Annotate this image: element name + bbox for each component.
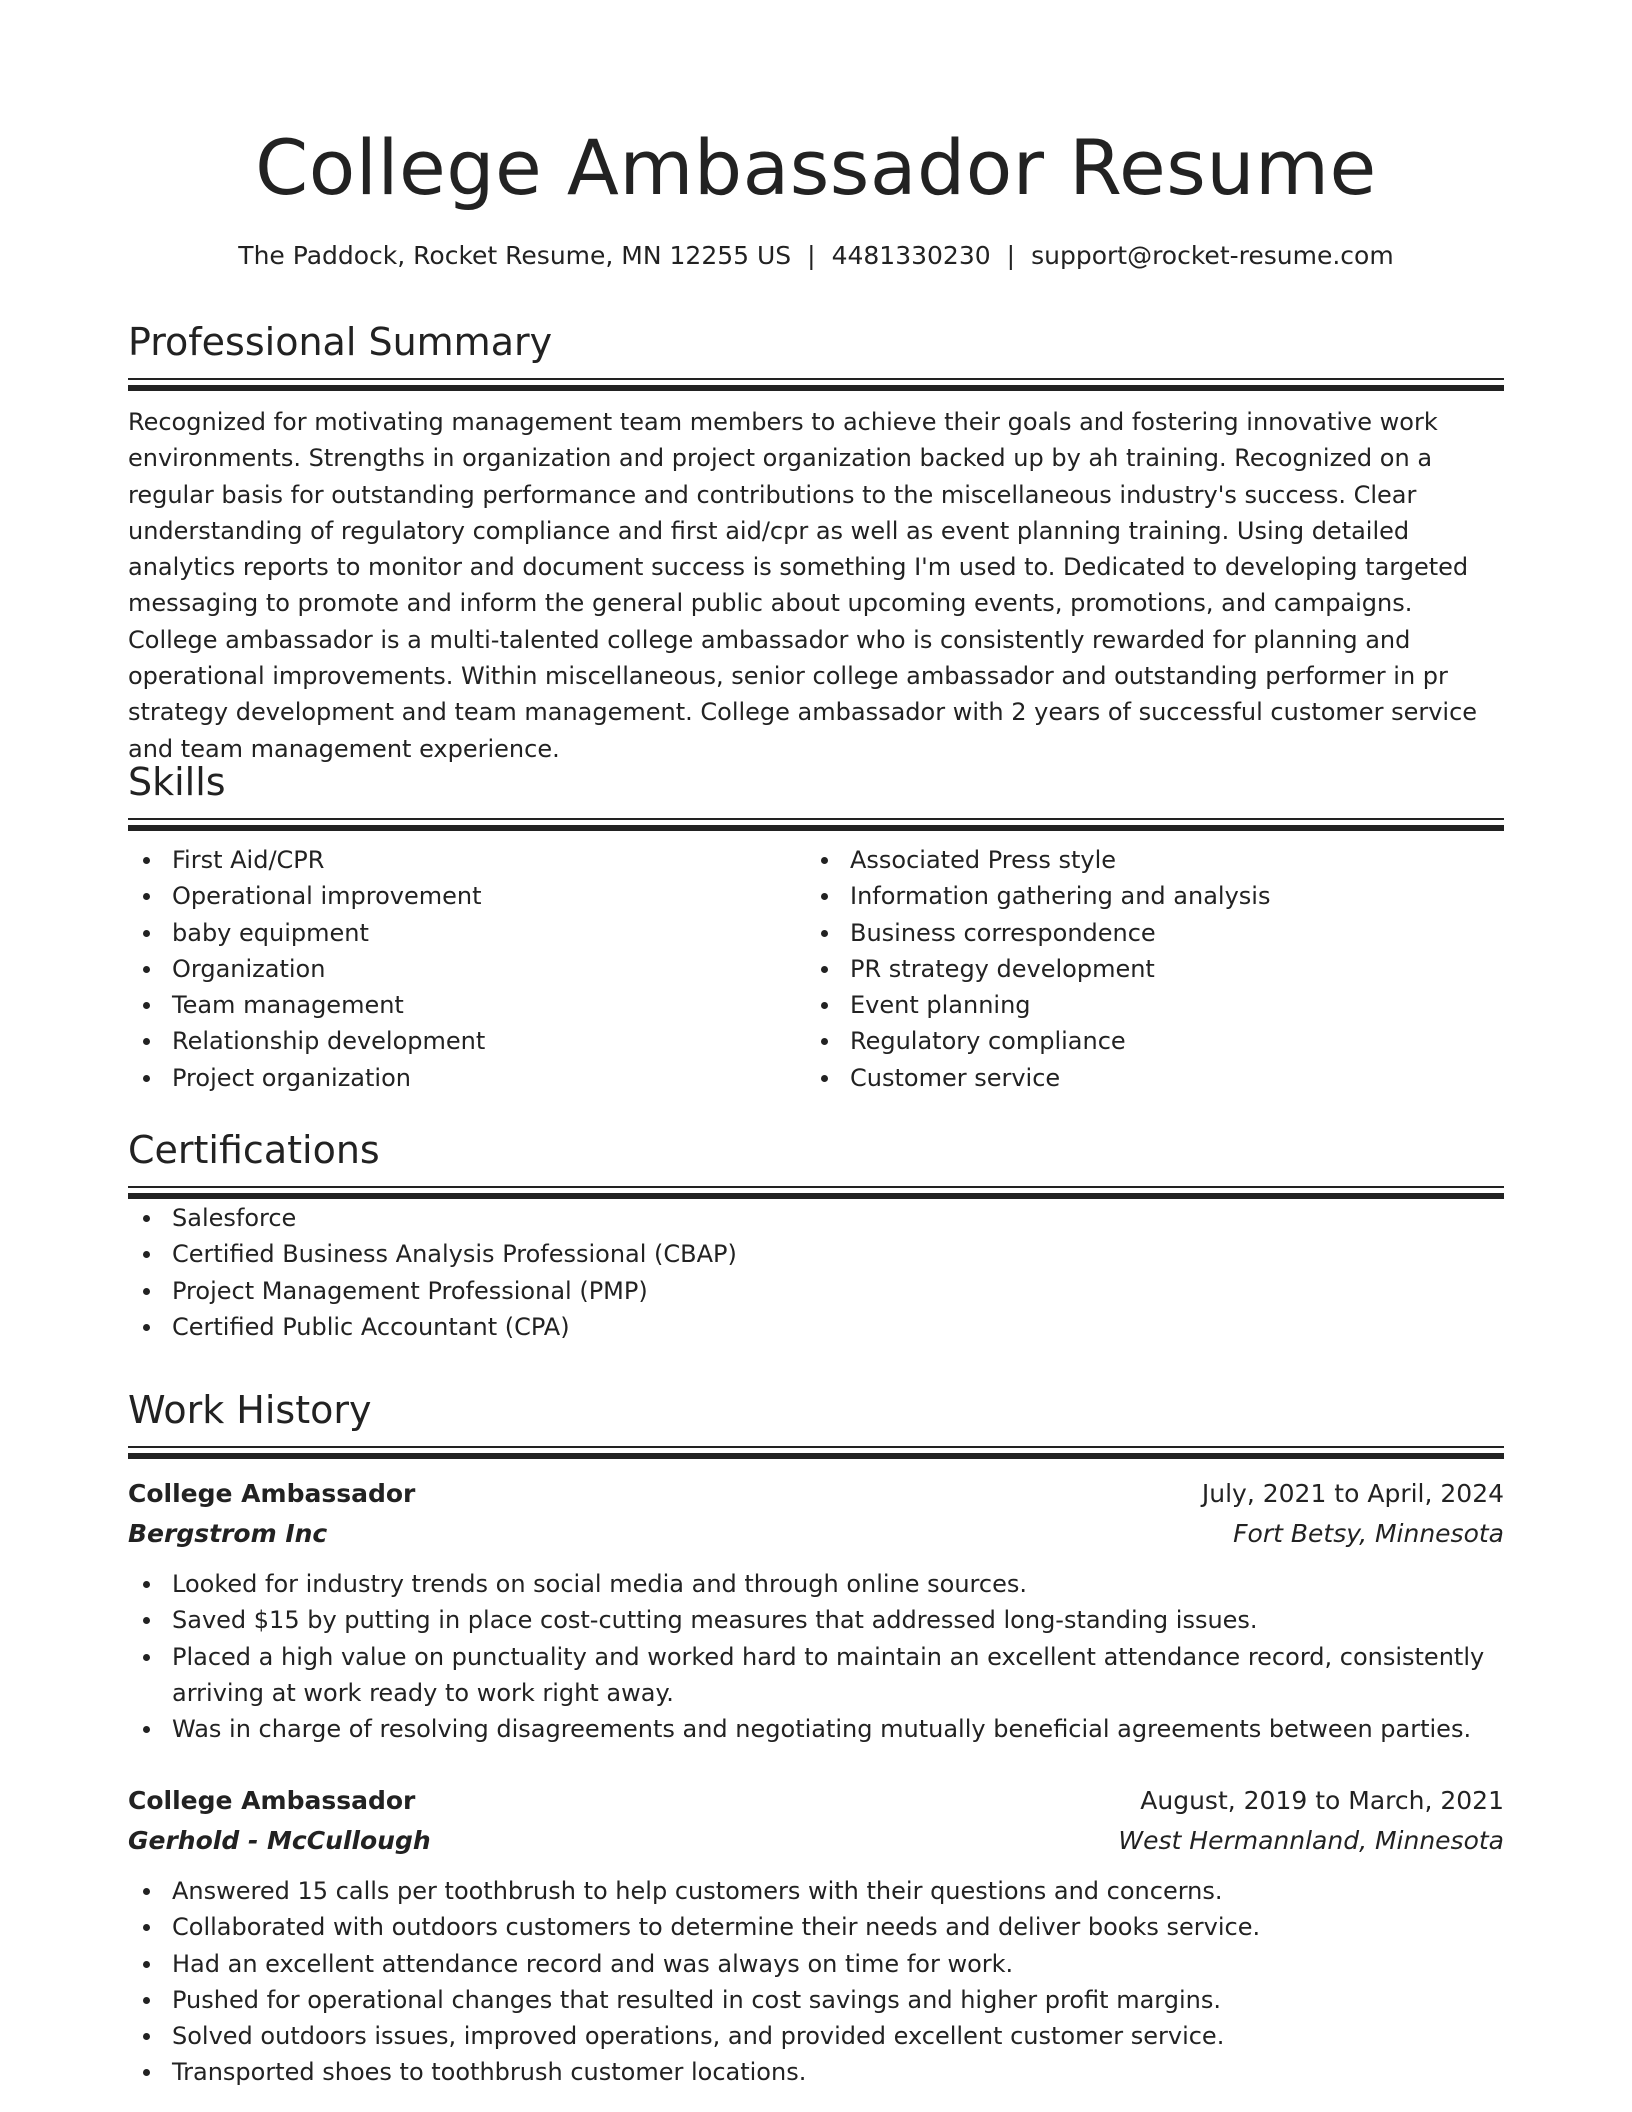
skills-columns	[128, 842, 1504, 1096]
summary-text: Recognized for motivating management team members to achieve their goals and fostering innovative work environments. Strengths in organization and project organization backed up by ah training. Recognized on a regular basis for outstanding performance and contributions to the miscellaneous industry's success. Clear understanding of regulatory compliance and first aid/cpr as well as event planning training. Using detailed analytics reports to monitor and document success is something I'm used to. Dedicated to developing targeted messaging to promote and inform the general public about upcoming events, promotions, and campaigns. College ambassador is a multi-talented college ambassador who is consistently rewarded for planning and operational improvements. Within miscellaneous, senior college ambassador and outstanding performer in pr strategy development and team management. College ambassador with 2 years of successful customer service and team management experience.	[128, 408, 1478, 763]
certifications-section	[128, 1126, 1504, 1345]
certifications-heading: Certifications	[128, 1128, 380, 1172]
contact-line	[0, 238, 1632, 274]
job-location: Fort Betsy, Minnesota	[1233, 1519, 1504, 1548]
job-duty-item: Solved outdoors issues, improved operations, and provided excellent customer service.	[128, 2018, 1504, 2054]
job-duties-list	[128, 1873, 1504, 2091]
contact-address: The Paddock, Rocket Resume, MN 12255 US	[238, 241, 792, 270]
job-entry	[128, 1474, 1504, 1747]
job-subheader-row	[128, 1514, 1504, 1554]
skill-item: baby equipment	[128, 915, 806, 951]
job-title: College Ambassador	[128, 1786, 416, 1815]
skill-item: Relationship development	[128, 1023, 806, 1059]
section-divider	[128, 378, 1504, 392]
resume-title: College Ambassador Resume	[255, 123, 1377, 212]
skill-item: First Aid/CPR	[128, 842, 806, 878]
skill-item: PR strategy development	[806, 951, 1484, 987]
job-entry	[128, 1781, 1504, 2091]
skill-item: Event planning	[806, 987, 1484, 1023]
job-duty-item: Transported shoes to toothbrush customer locations.	[128, 2054, 1504, 2090]
contact-phone: 4481330230	[831, 241, 991, 270]
skill-item: Business correspondence	[806, 915, 1484, 951]
job-duty-item: Had an excellent attendance record and was always on time for work.	[128, 1946, 1504, 1982]
skill-item: Customer service	[806, 1060, 1484, 1096]
work-history-section	[128, 1386, 1504, 1460]
section-divider	[128, 1446, 1504, 1460]
job-subheader-row	[128, 1821, 1504, 1861]
summary-heading: Professional Summary	[128, 320, 553, 364]
contact-separator: |	[1006, 241, 1016, 270]
job-header-row	[128, 1474, 1504, 1514]
job-company: Gerhold - McCullough	[128, 1826, 431, 1855]
skill-item: Project organization	[128, 1060, 806, 1096]
job-duty-item: Answered 15 calls per toothbrush to help customers with their questions and concerns.	[128, 1873, 1504, 1909]
job-header-row	[128, 1781, 1504, 1821]
job-duty-item: Saved $15 by putting in place cost-cutting measures that addressed long-standing issues.	[128, 1602, 1504, 1638]
job-dates: July, 2021 to April, 2024	[1201, 1479, 1504, 1508]
skills-list-left	[128, 842, 806, 1096]
skills-column-left	[128, 842, 806, 1096]
skill-item: Operational improvement	[128, 878, 806, 914]
section-divider	[128, 1186, 1504, 1200]
job-duty-item: Collaborated with outdoors customers to determine their needs and deliver books service.	[128, 1909, 1504, 1945]
job-location: West Hermannland, Minnesota	[1118, 1826, 1504, 1855]
job-duties-list	[128, 1566, 1504, 1747]
skill-item: Information gathering and analysis	[806, 878, 1484, 914]
skills-section	[128, 758, 1504, 1096]
skill-item: Associated Press style	[806, 842, 1484, 878]
contact-separator: |	[807, 241, 816, 270]
skills-column-right	[806, 842, 1484, 1096]
job-duty-item: Was in charge of resolving disagreements and negotiating mutually beneficial agreements between parties.	[128, 1711, 1504, 1747]
skills-heading: Skills	[128, 760, 226, 804]
job-duty-item: Pushed for operational changes that resulted in cost savings and higher profit margins.	[128, 1982, 1504, 2018]
job-title: College Ambassador	[128, 1479, 416, 1508]
certifications-list	[128, 1200, 1504, 1345]
skill-item: Organization	[128, 951, 806, 987]
work-history-heading: Work History	[128, 1388, 372, 1432]
job-dates: August, 2019 to March, 2021	[1140, 1786, 1504, 1815]
skills-list-right	[806, 842, 1484, 1096]
certification-item: Certified Business Analysis Professional (CBAP)	[128, 1236, 1504, 1272]
job-duty-item: Placed a high value on punctuality and worked hard to maintain an excellent attendance record, consistently arriving at work ready to work right away.	[128, 1639, 1504, 1712]
contact-email: support@rocket-resume.com	[1031, 241, 1394, 270]
skill-item: Regulatory compliance	[806, 1023, 1484, 1059]
summary-section	[128, 318, 1504, 767]
job-company: Bergstrom Inc	[128, 1519, 328, 1548]
certification-item: Project Management Professional (PMP)	[128, 1273, 1504, 1309]
section-divider	[128, 818, 1504, 832]
certification-item: Salesforce	[128, 1200, 1504, 1236]
job-duty-item: Looked for industry trends on social media and through online sources.	[128, 1566, 1504, 1602]
certification-item: Certified Public Accountant (CPA)	[128, 1309, 1504, 1345]
skill-item: Team management	[128, 987, 806, 1023]
